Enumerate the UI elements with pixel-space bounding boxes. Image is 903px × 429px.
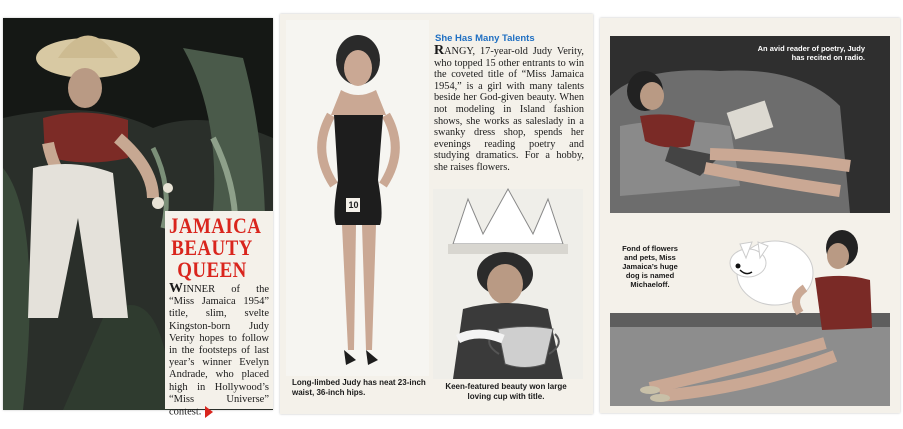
headline-line-3: QUEEN [177, 257, 247, 282]
intro-paragraph [169, 283, 269, 419]
dog-caption: Fond of flowers and pets, Miss Jamaica’s huge dog is named Michaeloff. [622, 244, 678, 289]
page-right [600, 18, 900, 413]
continue-arrow-icon [205, 406, 213, 418]
headline-line-1: JAMAICA [169, 213, 262, 238]
swimsuit-number: 10 [348, 200, 359, 210]
reading-caption: An avid reader of poetry, Judy has recited on radio. [757, 44, 865, 62]
talents-dropcap: R [434, 43, 445, 58]
intro-body: INNER of the “Miss Jamaica 1954” title, slim, svelte Kingston-born Judy Verity hopes to follow in the footsteps of last year’s winner Evelyn Andrade, who placed high in Hollywood’s “Miss Universe” contest. [169, 284, 269, 418]
talents-paragraph [434, 45, 584, 174]
dog-photo [610, 218, 890, 406]
loving-cup-photo [433, 189, 583, 379]
page-left [3, 18, 273, 418]
reading-photo [610, 36, 890, 213]
swimsuit-caption: Long-limbed Judy has neat 23-inch waist, 36-inch hips. [292, 378, 426, 397]
page-middle [280, 14, 593, 414]
swimsuit-photo [286, 20, 429, 376]
intro-dropcap: W [169, 281, 183, 296]
talents-body: ANGY, 17-year-old Judy Verity, who topped 15 other entrants to win the coveted title of “Miss Jamaica 1954,” is a girl with many talents beside her God-given beauty. When not modeling in Island fashion shows, she works as saleslady in a swanky dress shop, spends her evenings reading poetry and studying dramatics. For a hobby, she raises flowers. [434, 46, 584, 173]
loving-cup-caption: Keen-featured beauty won large loving cup with title. [445, 382, 567, 401]
section-subtitle: She Has Many Talents [435, 33, 535, 44]
headline-line-2: BEAUTY [171, 235, 253, 260]
headline [169, 213, 262, 282]
